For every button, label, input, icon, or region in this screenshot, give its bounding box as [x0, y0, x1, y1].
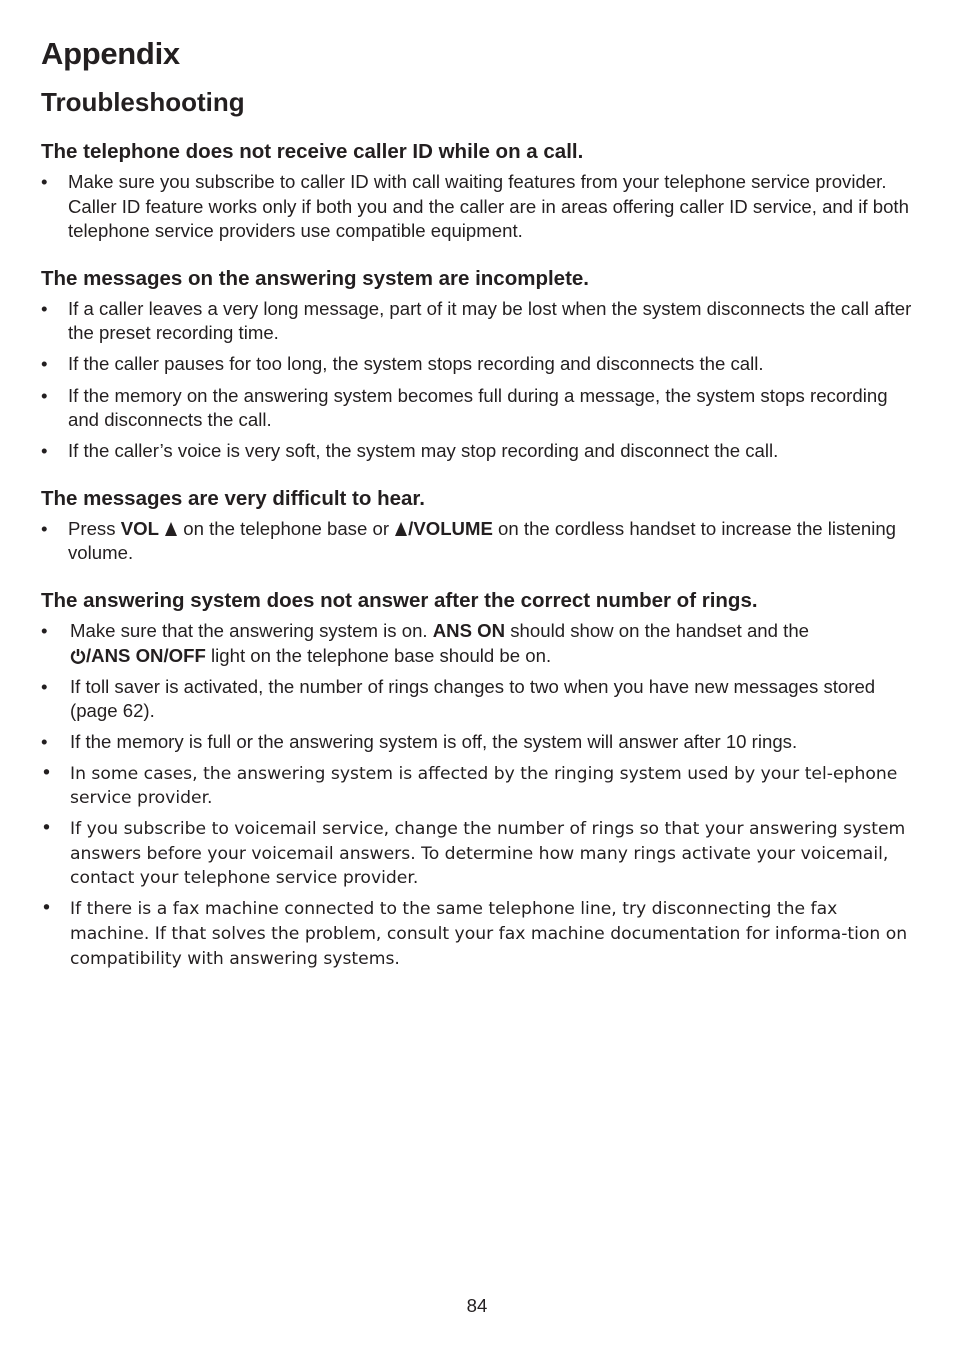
- troubleshooting-rings: [41, 588, 915, 971]
- list-item: • If the memory on the answering system becomes full during a message, the system stops recording and disconnects the call.: [41, 384, 915, 433]
- text: should show on the handset and the: [505, 620, 810, 642]
- text: on the telephone base or: [178, 517, 395, 539]
- section-title: Troubleshooting: [41, 87, 245, 117]
- ans-on-label: ANS ON: [432, 620, 506, 642]
- list-item: • If there is a fax machine connected to the same telephone line, try disconnecting the fax machine. If that solves the problem, consult your fax machine documentation for informa-tion on compatibility with answering systems.: [41, 897, 915, 971]
- list-item: • If you subscribe to voicemail service, change the number of rings so that your answering system answers before your voicemail answers. To determine how many rings activate your voicemail, contact your telephone service provider.: [41, 817, 915, 891]
- solution-list: [41, 170, 915, 244]
- text: Press: [68, 517, 121, 539]
- page-number: 84: [466, 1295, 488, 1316]
- ans-on-off-label: /ANS ON/OFF: [86, 644, 206, 666]
- list-item: • In some cases, the answering system is affected by the ringing system used by your tel-ephone service provider.: [41, 762, 915, 811]
- volume-up-icon: [395, 522, 407, 536]
- solution-list: [41, 619, 915, 971]
- list-item: • If a caller leaves a very long message, part of it may be lost when the system disconnects the call after the preset recording time.: [41, 297, 915, 346]
- list-item: • Make sure you subscribe to caller ID with call waiting features from your telephone service provider. Caller ID feature works only if both you and the caller are in areas offering caller ID service, and if both telephone service providers use compatible equipment.: [41, 170, 915, 244]
- page-title: Appendix: [41, 36, 180, 71]
- troubleshooting-caller-id: [41, 139, 915, 244]
- page-content: [41, 30, 915, 978]
- text: light on the telephone base should be on.: [205, 644, 552, 666]
- vol-key-label: VOL: [120, 517, 159, 539]
- volume-up-icon: [165, 522, 177, 536]
- solution-list: [41, 517, 915, 566]
- volume-key-label: /VOLUME: [408, 517, 493, 539]
- problem-heading: The telephone does not receive caller ID while on a call.: [41, 140, 584, 163]
- power-icon: [70, 648, 86, 664]
- list-item: • If the caller pauses for too long, the system stops recording and disconnects the call.: [41, 352, 915, 377]
- list-item: • If the memory is full or the answering system is off, the system will answer after 10 rings.: [41, 730, 915, 755]
- text: on the cordless handset to increase the listening volume.: [68, 517, 897, 564]
- solution-list: [41, 297, 915, 464]
- problem-heading: The answering system does not answer after the correct number of rings.: [41, 589, 758, 613]
- problem-heading: The messages are very difficult to hear.: [41, 486, 425, 510]
- text: Make sure that the answering system is on.: [70, 620, 433, 642]
- list-item: • If the caller’s voice is very soft, the system may stop recording and disconnect the call.: [41, 439, 915, 464]
- list-item: [41, 517, 915, 566]
- list-item: • If toll saver is activated, the number of rings changes to two when you have new messages stored (page 62).: [41, 675, 915, 724]
- list-item: [41, 619, 915, 668]
- troubleshooting-incomplete-messages: [41, 266, 915, 464]
- troubleshooting-hard-to-hear: [41, 486, 915, 566]
- problem-heading: The messages on the answering system are incomplete.: [41, 266, 590, 290]
